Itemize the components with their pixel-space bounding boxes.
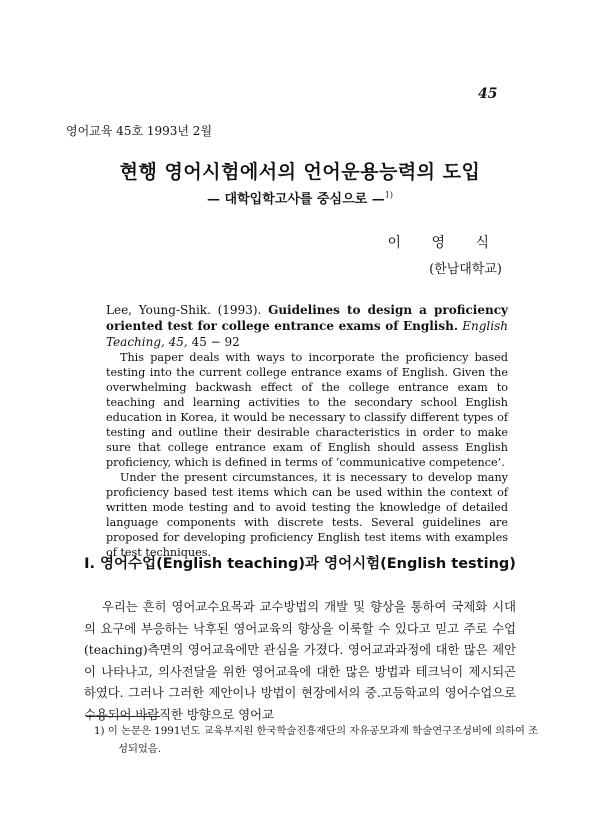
author-name: 이 영 식 xyxy=(387,235,502,251)
footnote-divider xyxy=(86,716,160,717)
section-heading: Ⅰ. 영어수업(English teaching)과 영어시험(English testing) xyxy=(84,556,516,572)
citation-pages: 45 − 92 xyxy=(191,335,240,349)
abstract-paragraph: This paper deals with ways to incorporate the proficiency based testing into the current college entrance exams of English. Given the overwhelming backwash effect of the college entrance exam to teaching and learning activities to the secondary school English education in Korea, it would be necessary to classify different types of testing and outline their desirable characteristics in order to make sure that college entrance exam of English should assess English proficiency, which is defined in terms of ‘communicative competence’. xyxy=(106,351,508,469)
subtitle-text: — 대학입학고사를 중심으로 — xyxy=(207,192,385,207)
body-paragraph: 우리는 흔히 영어교수요목과 교수방법의 개발 및 향상을 통하여 국제화 시대의 요구에 부응하는 낙후된 영어교육의 향상을 이룩할 수 있다고 믿고 주로 수업(teaching)측면의 영어교육에만 관심을 가졌다. 영어교과과정에 대한 많은 제안이 나타나고, 의사전달을 위한 영어교육에 대한 많은 방법과 테크닉이 제시되곤 하였다. 그러나 그러한 제안이나 방법이 현장에서의 중.고등학교의 영어수업으로 수용되어 바람직한 방향으로 영어교 xyxy=(84,600,516,722)
paper-subtitle xyxy=(0,188,600,207)
citation-title: Guidelines to design a proficiency oriented test for college entrance exams of English. xyxy=(106,303,508,333)
journal-reference: 영어교육 45호 1993년 2월 xyxy=(66,124,213,138)
paper-title: 현행 영어시험에서의 언어운용능력의 도입 xyxy=(119,161,481,183)
abstract xyxy=(106,350,508,560)
abstract-paragraph: Under the present circumstances, it is necessary to develop many proficiency based test items which can be used within the context of written mode testing and to avoid testing the knowledge of detailed language components with discrete tests. Several guidelines are proposed for developing proficiency English test items with examples of test techniques. xyxy=(106,471,508,559)
footnote-marker: 1) xyxy=(384,190,393,200)
author-affiliation: (한남대학교) xyxy=(429,262,502,277)
citation-journal: English Teaching, 45, xyxy=(106,319,508,349)
body-text xyxy=(84,597,516,727)
page-number: 45 xyxy=(478,86,498,102)
citation-authors: Lee, Young-Shik. (1993). xyxy=(106,303,262,317)
citation xyxy=(106,302,508,350)
footnote: 1) 이 논문은 1991년도 교육부지원 한국학술진흥재단의 자유공모과제 학술연구조성비에 의하여 조성되었음. xyxy=(94,725,539,755)
